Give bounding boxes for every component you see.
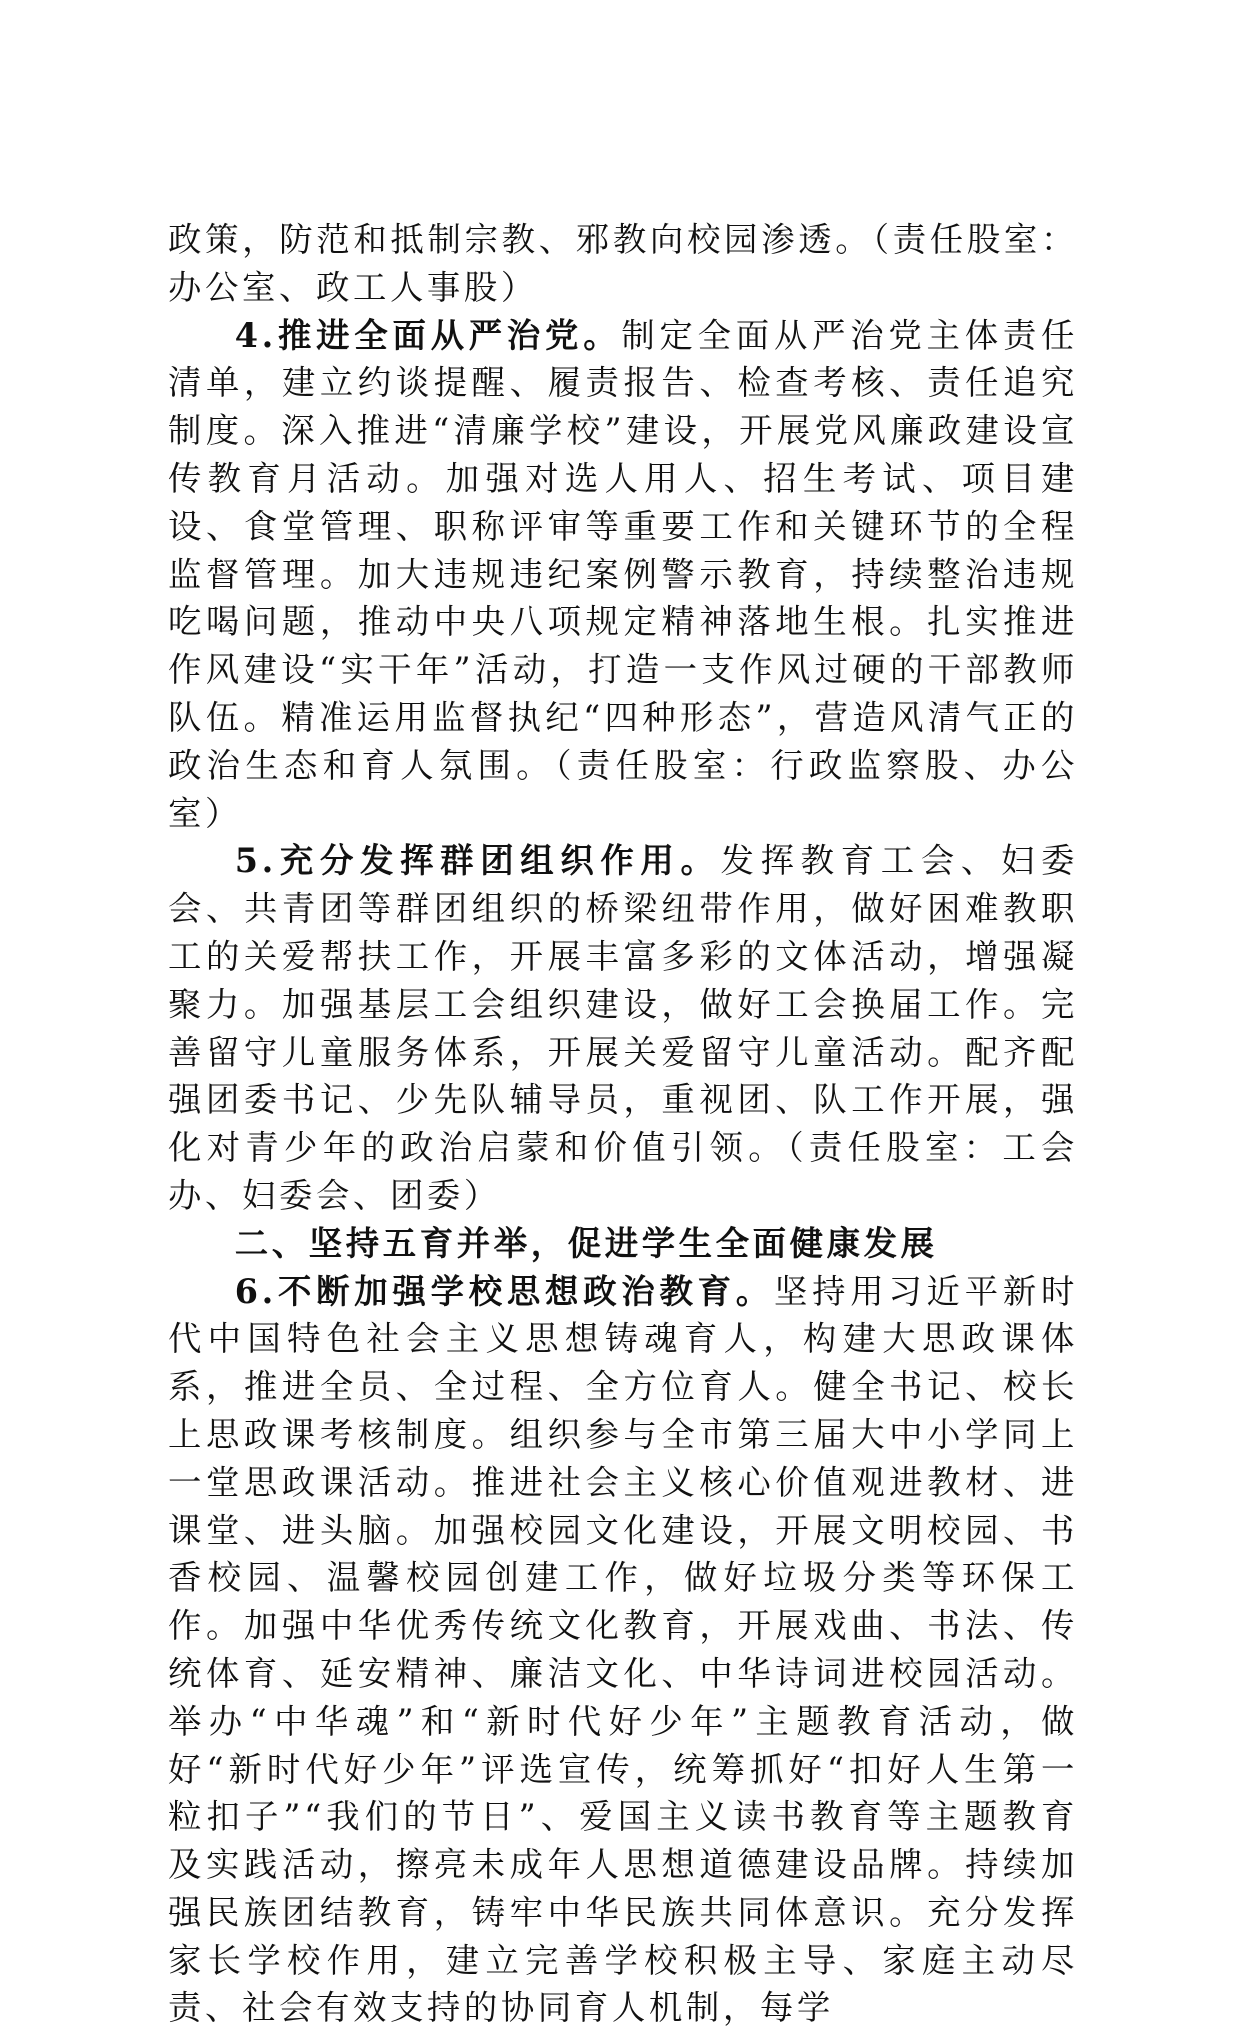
paragraph-continuation: [168, 216, 1078, 312]
paragraph-item-6: [168, 1268, 1078, 2032]
item-5-text: 发挥教育工会、妇委会、共青团等群团组织的桥梁纽带作用，做好困难教职工的关爱帮扶工作，开展丰富多彩的文体活动，增强凝聚力。加强基层工会组织建设，做好工会换届工作。完善留守儿童服务体系，开展关爱留守儿童活动。配齐配强团委书记、少先队辅导员，重视团、队工作开展，强化对青少年的政治启蒙和价值引领。（责任股室：工会办、妇委会、团委）: [168, 841, 1078, 1215]
item-6-title: 6.不断加强学校思想政治教育。: [234, 1271, 774, 1311]
document-body: [168, 216, 1078, 2032]
section-heading: 二、坚持五育并举，促进学生全面健康发展: [234, 1223, 938, 1263]
paragraph-item-5: [168, 837, 1078, 1219]
item-5-title: 5.充分发挥群团组织作用。: [234, 841, 721, 881]
item-6-text: 坚持用习近平新时代中国特色社会主义思想铸魂育人，构建大思政课体系，推进全员、全过程、全方位育人。健全书记、校长上思政课考核制度。组织参与全市第三届大中小学同上一堂思政课活动。推进社会主义核心价值观进教材、进课堂、进头脑。加强校园文化建设，开展文明校园、书香校园、温馨校园创建工作，做好垃圾分类等环保工作。加强中华优秀传统文化教育，开展戏曲、书法、传统体育、延安精神、廉洁文化、中华诗词进校园活动。举办“中华魂”和“新时代好少年”主题教育活动，做好“新时代好少年”评选宣传，统筹抓好“扣好人生第一粒扣子”“我们的节日”、爱国主义读书教育等主题教育及实践活动，擦亮未成年人思想道德建设品牌。持续加强民族团结教育，铸牢中华民族共同体意识。充分发挥家长学校作用，建立完善学校积极主导、家庭主动尽责、社会有效支持的协同育人机制，每学: [168, 1271, 1078, 2028]
paragraph-item-4: [168, 312, 1078, 838]
item-4-text: 制定全面从严治党主体责任清单，建立约谈提醒、履责报告、检查考核、责任追究制度。深入推进“清廉学校”建设，开展党风廉政建设宣传教育月活动。加强对选人用人、招生考试、项目建设、食堂管理、职称评审等重要工作和关键环节的全程监督管理。加大违规违纪案例警示教育，持续整治违规吃喝问题，推动中央八项规定精神落地生根。扎实推进作风建设“实干年”活动，打造一支作风过硬的干部教师队伍。精准运用监督执纪“四种形态”，营造风清气正的政治生态和育人氛围。（责任股室：行政监察股、办公室）: [168, 315, 1078, 833]
paragraph-text: 政策，防范和抵制宗教、邪教向校园渗透。（责任股室：办公室、政工人事股）: [168, 220, 1078, 307]
item-4-title: 4.推进全面从严治党。: [234, 315, 622, 355]
